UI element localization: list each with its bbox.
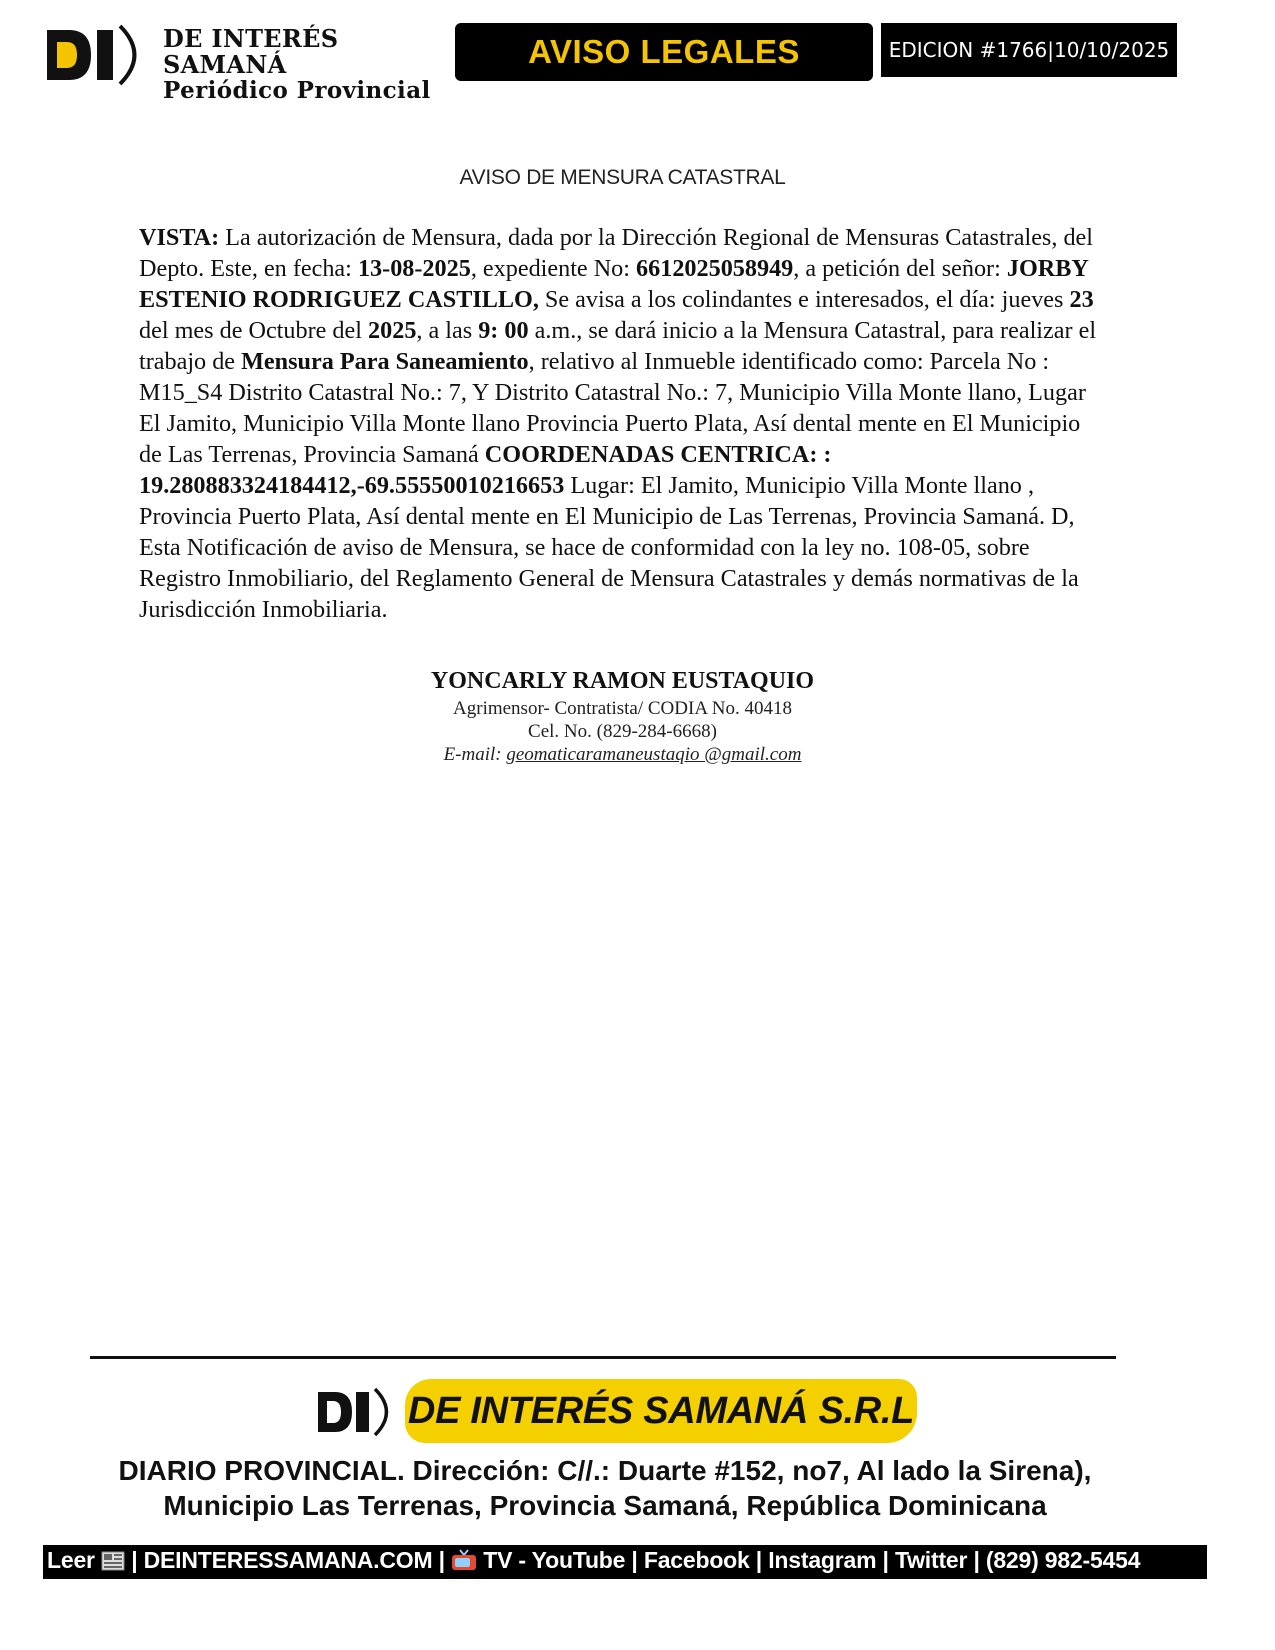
footer-address-line2: Municipio Las Terrenas, Provincia Samaná, República Dominicana: [163, 1490, 1047, 1521]
notice-year: 2025: [368, 317, 417, 344]
brand-name: DE INTERÉS SAMANÁ: [163, 24, 339, 79]
footer-address-line1: DIARIO PROVINCIAL. Dirección: C//.: Duarte #152, no7, Al lado la Sirena),: [118, 1455, 1092, 1486]
signatory-phone: Cel. No. (829-284-6668): [528, 721, 717, 742]
social-links[interactable]: TV - YouTube | Facebook | Instagram | Twitter | (829) 982-5454: [477, 1547, 1141, 1573]
signatory-role: Agrimensor- Contratista/ CODIA No. 40418: [453, 698, 792, 719]
notice-date: 13-08-2025: [357, 255, 471, 282]
footer-contact-text: [43, 1547, 1140, 1577]
work-type: Mensura Para Saneamiento: [241, 348, 529, 375]
notice-text: La autorización de Mensura, dada por la Dirección Regional de Mensuras Catastrales, del Depto. Este, en fecha:: [139, 224, 1093, 282]
expediente-number: 6612025058949: [636, 255, 794, 282]
footer-brand-name: DE INTERÉS SAMANÁ S.R.L: [407, 1389, 915, 1432]
notice-body: [139, 222, 1101, 625]
client-name: JORBY ESTENIO RODRIGUEZ CASTILLO,: [139, 255, 1088, 313]
brand-subtitle: Periódico Provincial: [163, 77, 431, 104]
notice-day: 23: [1069, 286, 1094, 313]
newspaper-icon: [101, 1550, 125, 1577]
notice-text: del mes de Octubre del: [139, 317, 369, 344]
vista-label: VISTA:: [139, 224, 220, 251]
edition-label: EDICION #1766|10/10/2025: [888, 38, 1170, 62]
tv-icon: [451, 1549, 477, 1577]
email-label: E-mail:: [443, 744, 507, 765]
header-brand: [163, 26, 443, 104]
notice-text: a.m., se dará inicio a la Mensura Catastral, para realizar el trabajo de: [139, 317, 1097, 375]
notice-text: Lugar: El Jamito, Municipio Villa Monte llano , Provincia Puerto Plata, Así dental mente en El Municipio de Las Terrenas, Provincia Samaná. D, Esta Notificación de aviso de Mensura, se hace de conformidad con la ley no. 108-05, sobre Registro Inmobiliario, del Reglamento General de Mensura Catastrales y demás normativas de la Jurisdicción Inmobiliaria.: [139, 472, 1079, 623]
notice-text: , a petición del señor:: [793, 255, 1007, 282]
notice-text: , relativo al Inmueble identificado como: Parcela No : M15_S4 Distrito Catastral No.: 7, Y Distrito Catastral No.: 7, Municipio Villa Monte llano, Lugar El Jamito, Municipio Villa Monte llano Provincia Puerto Plata, Así dental mente en El Municipio de Las Terrenas, Provincia Samaná: [139, 348, 1086, 468]
section-banner: [455, 23, 873, 81]
notice-time: 9: 00: [478, 317, 529, 344]
section-banner-label: AVISO LEGALES: [528, 33, 800, 70]
notice-text: , expediente No:: [470, 255, 637, 282]
email-link[interactable]: geomaticaramaneustaqio @gmail.com: [506, 744, 802, 765]
notice-text: Se avisa a los colindantes e interesados, el día: jueves: [538, 286, 1070, 313]
leer-label: Leer: [47, 1547, 95, 1573]
footer-brand: [405, 1379, 917, 1443]
website-link[interactable]: | DEINTERESSAMANA.COM |: [125, 1547, 452, 1573]
footer-divider: [90, 1356, 1116, 1359]
signatory-name: YONCARLY RAMON EUSTAQUIO: [430, 668, 815, 694]
header-logo: [47, 22, 147, 88]
notice-text: , a las: [416, 317, 479, 344]
footer-contact-bar: [43, 1545, 1207, 1579]
signatory-email: [0, 744, 1245, 766]
notice-title: AVISO DE MENSURA CATASTRAL: [459, 166, 786, 189]
footer-logo: [318, 1387, 396, 1437]
edition-badge: [881, 23, 1177, 77]
coordinates: COORDENADAS CENTRICA: : 19.280883324184412,-69.55550010216653: [139, 441, 832, 499]
